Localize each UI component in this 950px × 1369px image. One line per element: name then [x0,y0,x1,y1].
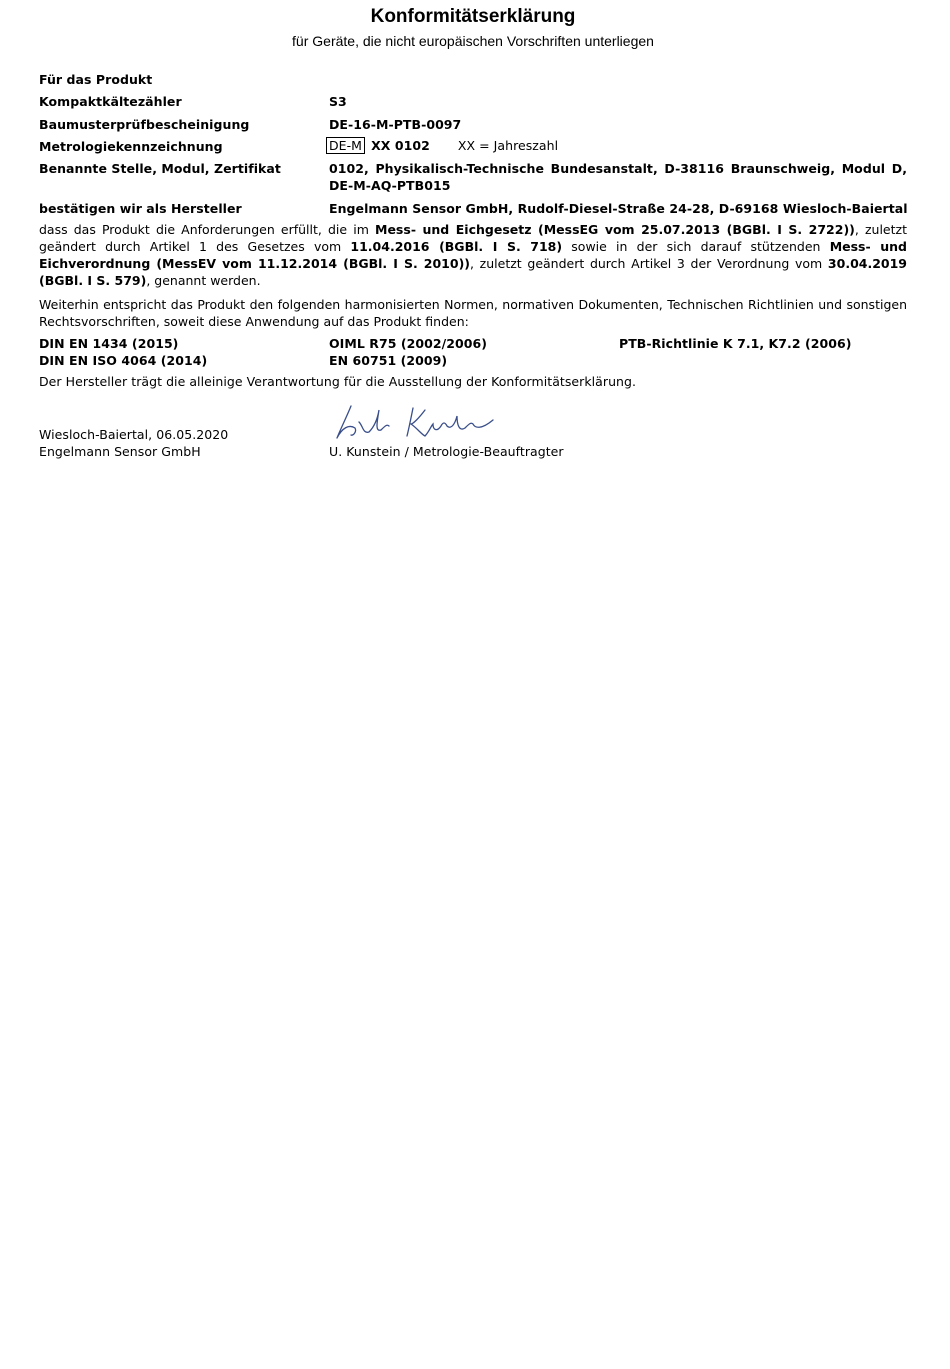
footer-company: Engelmann Sensor GmbH [39,444,201,459]
standard-oiml-r75: OIML R75 (2002/2006) [329,336,487,351]
signatory: U. Kunstein / Metrologie-Beauftragter [329,444,564,459]
notified-body-line1: 0102, Physikalisch-Technische Bundesanstalt, D-38116 Braunschweig, Modul D, [329,161,907,176]
metrology-mark-box: DE-M [326,137,365,154]
document-subtitle: für Geräte, die nicht europäischen Vorschriften unterliegen [292,33,654,49]
standard-en-60751: EN 60751 (2009) [329,353,448,368]
metrology-marking [329,138,558,153]
manufacturer-value: Engelmann Sensor GmbH, Rudolf-Diesel-Straße 24-28, D-69168 Wiesloch-Baiertal [329,201,908,216]
metrology-mark-note: XX = Jahreszahl [457,138,559,153]
standard-din-en-1434: DIN EN 1434 (2015) [39,336,179,351]
declaration-paragraph [39,221,907,289]
type-certificate-label: Baumusterprüfbescheinigung [39,117,250,132]
metrology-marking-label: Metrologiekennzeichnung [39,139,223,154]
standard-din-en-iso-4064: DIN EN ISO 4064 (2014) [39,353,208,368]
messev-reference: Mess- und Eichverordnung (MessEV vom 11.12.2014 (BGBl. I S. 2010)) [39,239,908,271]
declaration-text-1: dass das Produkt die Anforderungen erfüllt, die im [39,222,376,237]
product-heading: Für das Produkt [39,72,153,87]
regulation-reference: 30.04.2019 (BGBl. I S. 579) [39,256,907,288]
place-and-date: Wiesloch-Baiertal, 06.05.2020 [39,427,229,442]
declaration-text-3: sowie in der sich darauf stützenden [562,239,830,254]
declaration-text-4: , zuletzt geändert durch Artikel 3 der Verordnung vom [470,256,828,271]
metrology-mark-code: XX 0102 [371,138,430,153]
notified-body-label: Benannte Stelle, Modul, Zertifikat [39,161,281,176]
handwritten-signature [333,402,513,444]
declaration-text-2: , zuletzt geändert durch Artikel 1 des Gesetzes vom [39,222,907,254]
notified-body-line2: DE-M-AQ-PTB015 [329,178,451,193]
messeg-reference: Mess- und Eichgesetz (MessEG vom 25.07.2013 (BGBl. I S. 2722)) [375,222,855,237]
responsibility-statement: Der Hersteller trägt die alleinige Verantwortung für die Ausstellung der Konformitätserklärung. [39,374,637,389]
type-certificate-value: DE-16-M-PTB-0097 [329,117,462,132]
standard-ptb-guideline: PTB-Richtlinie K 7.1, K7.2 (2006) [619,336,852,351]
product-type-label: Kompaktkältezähler [39,94,182,109]
document-title: Konformitätserklärung [370,6,576,27]
manufacturer-label: bestätigen wir als Hersteller [39,201,242,216]
amendment-reference: 11.04.2016 (BGBl. I S. 718) [350,239,563,254]
product-type-value: S3 [329,94,347,109]
declaration-text-5: , genannt werden. [146,273,261,288]
standards-intro: Weiterhin entspricht das Produkt den folgenden harmonisierten Normen, normativen Dokumenten, Technischen Richtlinien und sonstigen Rechtsvorschriften, soweit diese Anwendung auf das Produkt finden: [39,297,907,329]
